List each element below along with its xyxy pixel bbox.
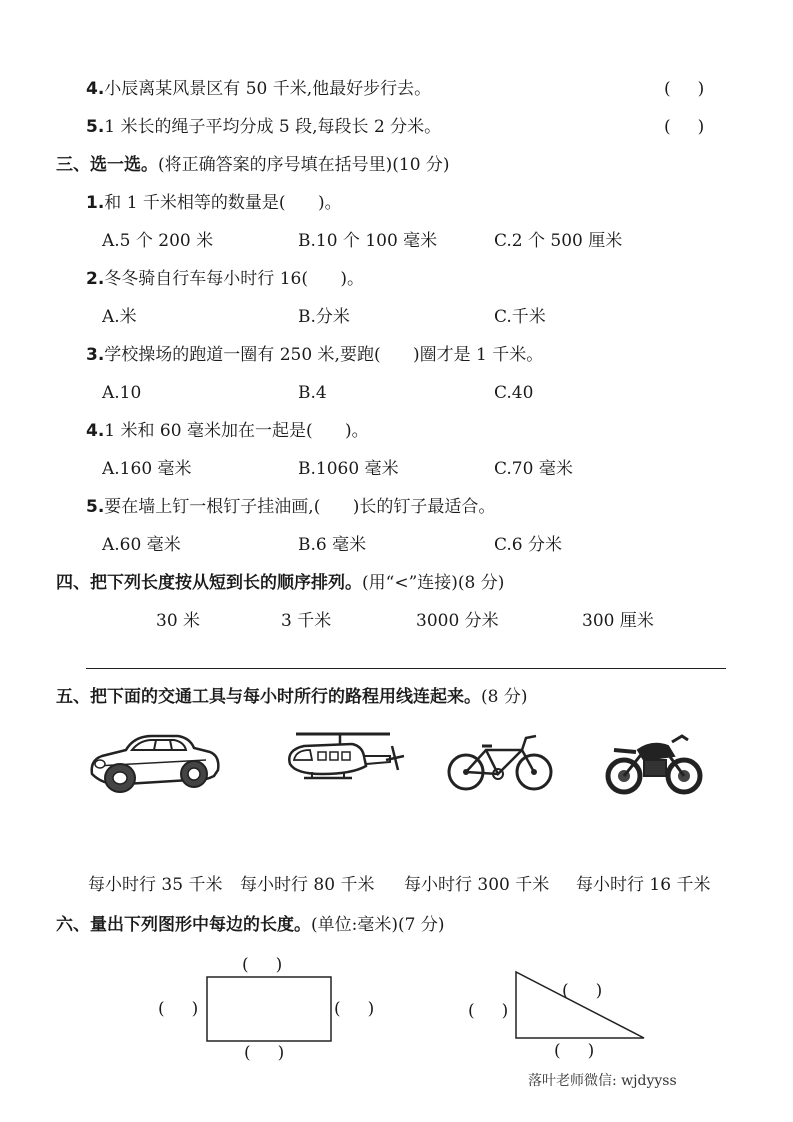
length-item: 30 米 xyxy=(156,611,201,631)
item-text: 1 米长的绳子平均分成 5 段,每段长 2 分米。 xyxy=(104,117,442,137)
length-item: 3000 分米 xyxy=(416,611,499,631)
option-c: C.6 分米 xyxy=(494,535,563,555)
option-c: C.40 xyxy=(494,383,534,403)
section-title: 三、选一选。 xyxy=(56,155,158,175)
option-c: C.70 毫米 xyxy=(494,459,573,479)
section-6-heading xyxy=(56,914,444,936)
option-b: B.分米 xyxy=(298,307,350,327)
bicycle-icon[interactable] xyxy=(446,734,556,792)
car-icon[interactable] xyxy=(86,726,222,796)
option-c: C.2 个 500 厘米 xyxy=(494,231,623,251)
question-3 xyxy=(86,344,543,366)
question-number: 1. xyxy=(86,193,105,213)
answer-line[interactable] xyxy=(86,668,726,669)
section-subtitle: (单位:毫米)(7 分) xyxy=(311,915,445,935)
question-number: 4. xyxy=(86,421,105,441)
rect-bottom-blank[interactable]: ( ) xyxy=(244,1043,285,1063)
option-b: B.6 毫米 xyxy=(298,535,367,555)
triangle-left-blank[interactable]: ( ) xyxy=(468,1001,509,1021)
speed-label[interactable]: 每小时行 300 千米 xyxy=(404,875,550,895)
section-subtitle: (用“<”连接)(8 分) xyxy=(362,573,505,593)
option-c: C.千米 xyxy=(494,307,546,327)
option-a: A.米 xyxy=(102,307,137,327)
question-text: 冬冬骑自行车每小时行 16( )。 xyxy=(104,269,365,289)
option-a: A.160 毫米 xyxy=(102,459,192,479)
speed-label[interactable]: 每小时行 35 千米 xyxy=(88,875,223,895)
item-text: 小辰离某风景区有 50 千米,他最好步行去。 xyxy=(104,79,432,99)
section-3-heading xyxy=(56,154,450,176)
answer-blank[interactable]: ( ) xyxy=(664,117,705,137)
question-number: 5. xyxy=(86,497,105,517)
section-title: 六、量出下列图形中每边的长度。 xyxy=(56,915,311,935)
rect-right-blank[interactable]: ( ) xyxy=(334,999,375,1019)
question-text: 和 1 千米相等的数量是( )。 xyxy=(104,193,342,213)
rect-left-blank[interactable]: ( ) xyxy=(158,999,199,1019)
question-text: 1 米和 60 毫米加在一起是( )。 xyxy=(104,421,369,441)
footer-note: 落叶老师微信: wjdyyss xyxy=(528,1073,677,1089)
item-number: 4. xyxy=(86,79,105,99)
question-2 xyxy=(86,268,364,290)
answer-blank[interactable]: ( ) xyxy=(664,79,705,99)
option-a: A.60 毫米 xyxy=(102,535,181,555)
question-1 xyxy=(86,192,342,214)
section-title: 四、把下列长度按从短到长的顺序排列。 xyxy=(56,573,362,593)
option-a: A.10 xyxy=(102,383,142,403)
option-b: B.4 xyxy=(298,383,327,403)
speed-label[interactable]: 每小时行 16 千米 xyxy=(576,875,711,895)
triangle-hypotenuse-blank[interactable]: ( ) xyxy=(562,981,603,1001)
judge-item-4 xyxy=(86,78,431,100)
triangle-bottom-blank[interactable]: ( ) xyxy=(554,1041,595,1061)
question-text: 学校操场的跑道一圈有 250 米,要跑( )圈才是 1 千米。 xyxy=(104,345,544,365)
length-item: 3 千米 xyxy=(281,611,332,631)
speed-label[interactable]: 每小时行 80 千米 xyxy=(240,875,375,895)
section-subtitle: (将正确答案的序号填在括号里)(10 分) xyxy=(158,155,450,175)
question-text: 要在墙上钉一根钉子挂油画,( )长的钉子最适合。 xyxy=(104,497,496,517)
option-a: A.5 个 200 米 xyxy=(102,231,214,251)
rect-top-blank[interactable]: ( ) xyxy=(242,955,283,975)
motorcycle-icon[interactable] xyxy=(604,728,704,796)
rectangle-shape xyxy=(206,976,332,1042)
question-number: 3. xyxy=(86,345,105,365)
judge-item-5 xyxy=(86,116,441,138)
option-b: B.10 个 100 毫米 xyxy=(298,231,438,251)
section-5-heading xyxy=(56,686,527,708)
section-title: 五、把下面的交通工具与每小时所行的路程用线连起来。 xyxy=(56,687,481,707)
question-5 xyxy=(86,496,495,518)
item-number: 5. xyxy=(86,117,105,137)
option-b: B.1060 毫米 xyxy=(298,459,399,479)
length-item: 300 厘米 xyxy=(582,611,654,631)
helicopter-icon[interactable] xyxy=(282,726,410,788)
question-number: 2. xyxy=(86,269,105,289)
section-4-heading xyxy=(56,572,504,594)
section-subtitle: (8 分) xyxy=(481,687,528,707)
question-4 xyxy=(86,420,369,442)
